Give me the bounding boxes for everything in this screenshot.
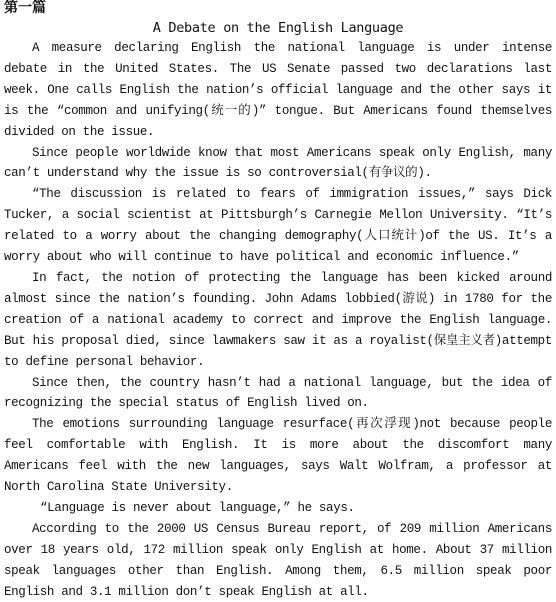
- paragraph-3: “The discussion is related to fears of immigration issues,” says Dick Tucker, a social scientist at Pittsburgh’s Carnegie Mellon University. “It’s related to a worry about the changing demography(人口统计)of the US. It’s a worry about who will continue to have political and economic influence.”: [4, 187, 552, 265]
- paragraph-8: According to the 2000 US Census Bureau report, of 209 million Americans over 18 years old, 172 million speak only English at home. About 37 million speak languages other than English. Among them, 6.5 million speak poor English and 3.1 million don’t speak English at all.: [4, 521, 552, 599]
- article-title: A Debate on the English Language: [152, 20, 404, 36]
- paragraph-7: “Language is never about language,” he says.: [40, 500, 355, 515]
- paragraph-4: In fact, the notion of protecting the language has been kicked around almost since the nation’s founding. John Adams lobbied(游说) in 1780 for the creation of a national academy to correct and improve the English language. But his proposal died, since lawmakers saw it as a royalist(保皇主义者)attempt to define personal behavior.: [4, 270, 552, 369]
- paragraph-2: Since people worldwide know that most Americans speak only English, many can’t understand why the issue is so controversial(有争议的).: [4, 145, 552, 181]
- article-body: [4, 38, 552, 602]
- section-label: 第一篇: [4, 0, 46, 16]
- paragraph-1: A measure declaring English the national language is under intense debate in the United States. The US Senate passed two declarations last week. One calls English the nation’s official language and the other says it is the “common and unifying(统一的)” tongue. But Americans found themselves divided on the issue.: [4, 41, 552, 139]
- paragraph-6: The emotions surrounding language resurface(再次浮现)not because people feel comfortable with English. It is more about the discomfort many Americans feel with the new languages, says Walt Wolfram, a professor at North Carolina State University.: [4, 417, 552, 495]
- paragraph-5: Since then, the country hasn’t had a national language, but the idea of recognizing the special status of English lived on.: [4, 375, 552, 411]
